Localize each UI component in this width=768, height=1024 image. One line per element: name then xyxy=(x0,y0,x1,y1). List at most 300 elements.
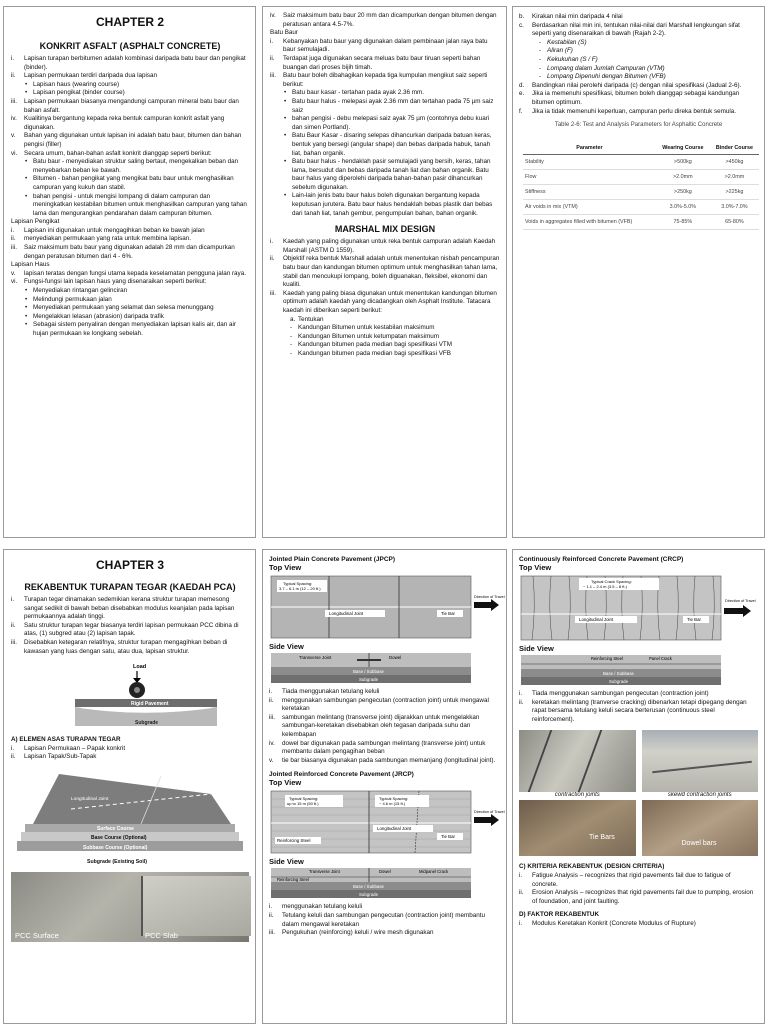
list-text: Kandungan Bitumen untuk ketumpatan maksimum xyxy=(298,332,440,340)
list-marker: • xyxy=(25,312,28,320)
list-text: Batu baur boleh dibahagikan kepada tiga kumpulan mengikut saiz seperti berikut: xyxy=(283,72,488,88)
dowel-label: Dowel xyxy=(389,655,402,660)
list-marker: ii. xyxy=(11,621,16,629)
tie-bars-label: Tie Bars xyxy=(589,834,615,842)
table-cell: 75-85% xyxy=(656,215,710,230)
list-text: menyediakan permukaan yang rata untuk membina lapisan. xyxy=(24,235,191,243)
factors-list xyxy=(519,920,758,929)
list-text: Objektif reka bentuk Marshall adalah untuk menentukan nisbah pencampuran batu baur dan kandungan bitumen optimum untuk menghasilkan tahan lama, stabil dan mencukupi lompang, boleh diguanakan, fleksibel, ekonomi dan kualiti. xyxy=(283,255,500,289)
section-title: KONKRIT ASFALT (ASPHALT CONCRETE) xyxy=(39,41,221,51)
transverse-joint-label: Transverse Joint xyxy=(299,655,332,660)
list-marker: b. xyxy=(519,13,525,20)
joint-photo-captions xyxy=(519,792,758,798)
list-item xyxy=(11,278,249,287)
list-text: Secara umum, bahan-bahan asfalt konkrit dianggap seperti berikut: xyxy=(24,149,212,157)
list-marker: • xyxy=(25,287,28,295)
base-course-label: Base Course (Optional) xyxy=(91,834,147,841)
list-text: Kekukuhan (S / F) xyxy=(547,55,598,63)
list-marker: ii. xyxy=(269,911,274,919)
table-row xyxy=(523,200,759,215)
list-text: Jika ia tidak memenuhi keperluan, campuran perlu direka bentuk semula. xyxy=(532,107,737,115)
list-text: Mengelakkan lelasan (abrasion) daripada trafik xyxy=(33,312,164,320)
list-marker: ii. xyxy=(519,889,524,897)
list-item xyxy=(269,912,500,929)
list-item xyxy=(11,115,249,132)
list-item xyxy=(270,132,500,158)
list-text: Batu baur halus - melepasi ayak 2.36 mm dan tertahan pada 75 µm saiz saiz xyxy=(292,97,494,114)
list-text: Fatigue Analysis – recognizes that rigid pavements fail due to fatigue of concrete. xyxy=(532,871,731,888)
dowel-bars-label: Dowel bars xyxy=(681,840,717,848)
list-marker: • xyxy=(284,115,287,123)
list-item xyxy=(270,192,500,218)
pavement-layers-figure xyxy=(11,764,249,869)
list-marker: iii. xyxy=(11,244,17,252)
jpcp-title: Jointed Plain Concrete Pavement (JPCP) xyxy=(269,556,396,563)
list-marker: i. xyxy=(270,37,274,45)
list-marker: ii. xyxy=(270,54,275,62)
list-item xyxy=(269,714,500,740)
table-cell: >225kg xyxy=(710,185,759,200)
skewed-joints-photo xyxy=(642,730,759,792)
top-view-label: Top View xyxy=(269,778,302,788)
table-cell: >500kg xyxy=(656,155,710,170)
list-item xyxy=(269,757,500,766)
tie-bar-label: Tie Bar xyxy=(441,834,455,840)
table-body xyxy=(523,155,759,230)
list-text: Menyediakan rintangan gelinciran xyxy=(33,287,128,295)
pcc-surface-label: PCC Surface xyxy=(15,930,59,940)
list-marker: ii. xyxy=(11,72,16,80)
list-marker: iii. xyxy=(11,97,17,105)
list-marker: • xyxy=(25,158,28,166)
table-caption: Table 2-6: Test and Analysis Parameters for Asphaltic Concrete xyxy=(554,122,723,129)
table-row xyxy=(523,185,759,200)
list-item xyxy=(11,81,249,90)
list-marker: - xyxy=(539,64,542,72)
list-marker: • xyxy=(284,132,287,140)
subsection-heading: D) FAKTOR REKABENTUK xyxy=(519,911,599,919)
list-marker: iv. xyxy=(270,12,276,19)
list-marker: d. xyxy=(519,81,525,89)
chapter3-rigid-panel xyxy=(3,549,256,1024)
pcc-slab-label: PCC Slab xyxy=(145,930,178,940)
list-item xyxy=(270,115,500,132)
list-marker: ii. xyxy=(270,255,275,263)
list-text: Tentukan xyxy=(298,315,324,323)
list-item xyxy=(519,13,758,22)
table-cell: Flow xyxy=(523,170,656,185)
list-item xyxy=(11,304,249,313)
list-item xyxy=(519,108,758,117)
spacing-label: Typical Crack Spacing: xyxy=(591,579,632,584)
table-header-row xyxy=(523,142,759,155)
list-marker: iii. xyxy=(269,713,275,721)
list-text: bahan pengisi - debu melepasi saiz ayak 75 µm (contohnya debu kuari dan simen Portland). xyxy=(292,115,490,131)
table-cell: Stability xyxy=(523,155,656,170)
dowel-label: Dowel xyxy=(379,869,391,875)
list-item xyxy=(11,596,249,622)
longitudinal-joint-label: Longitudinal Joint xyxy=(329,611,364,616)
direction-label: Direction of Travel xyxy=(474,810,505,815)
marshall-continued-panel xyxy=(512,6,765,538)
list-item xyxy=(270,350,500,359)
list-text: Batu baur kasar - tertahan pada ayak 2.36 mm. xyxy=(292,89,424,97)
list-marker: iii. xyxy=(269,929,275,937)
list-text: Saiz maksimum batu baur 20 mm dan dicampurkan dengan bitumen dengan peratusan antara 4.5-7%. xyxy=(283,12,497,28)
side-view-label: Side View xyxy=(519,644,554,653)
list-item xyxy=(11,745,249,754)
list-text: tie bar biasanya digunakan pada sambungan memanjang (longitudinal joint). xyxy=(282,756,496,764)
panel-crack-label: Panel Crack xyxy=(649,656,672,661)
list-marker: i. xyxy=(519,919,523,927)
section-title: MARSHAL MIX DESIGN xyxy=(334,224,436,235)
list-marker: - xyxy=(290,349,293,357)
longitudinal-joint-label: Longitudinal Joint xyxy=(579,617,614,622)
list-marker: • xyxy=(25,192,28,200)
list-item xyxy=(11,98,249,115)
list-text: Bahan yang digunakan untuk lapisan ini adalah batu baur, bitumen dan bahan pengisi (filler) xyxy=(24,132,242,148)
list-marker: c. xyxy=(519,21,524,29)
list-marker: • xyxy=(284,158,287,166)
subgrade-label: Subgrade xyxy=(609,679,629,684)
subheading: Lapisan Haus xyxy=(11,261,50,269)
table-cell: Voids in aggregates filled with bitumen (VFB) xyxy=(523,215,656,230)
list-text: keretakan melintang (tranverse cracking) dibenarkan tetapi dipegang dengan rapat bersama tetulang keluli secara berterusan (continuous steel reinforcement). xyxy=(532,698,747,723)
aggregate-marshall-panel xyxy=(262,6,507,538)
list-text: Modulus Keretakan Konkrit (Concrete Modulus of Rupture) xyxy=(532,919,696,927)
list-item xyxy=(269,929,500,938)
list-text: Kandungan bitumen pada median bagi spesifikasi VFB xyxy=(298,349,451,357)
list-text: Lapisan permukaan terdiri daripada dua lapisan xyxy=(24,72,158,80)
list-marker: - xyxy=(290,332,293,340)
table-cell: Air voids in mix (VTM) xyxy=(523,200,656,215)
tie-bar-label: Tie Bar xyxy=(441,611,455,616)
subsection-heading: C) KRITERIA REKABENTUK (DESIGN CRITERIA) xyxy=(519,863,665,871)
list-item xyxy=(519,889,758,906)
crcp-list xyxy=(519,690,758,724)
transverse-joint-label: Transverse Joint xyxy=(309,869,340,875)
list-text: Kaedah yang paling digunakan untuk reka bentuk campuran adalah Kaedah Marshall (ASTM D 1559). xyxy=(283,238,496,254)
jpcp-list xyxy=(269,688,500,765)
list-marker: e. xyxy=(519,90,525,98)
direction-arrow-icon xyxy=(474,814,499,826)
list-marker: f. xyxy=(519,107,523,115)
list-item xyxy=(519,872,758,889)
transverse-joint-label: Transverse Joint xyxy=(181,776,217,782)
list-text: Sebagai sistem penyaliran dengan menyediakan lapisan kalis air, dan air hujan permukaan ke longkang sebelah. xyxy=(33,321,237,337)
list-marker: • xyxy=(25,175,28,183)
list-item xyxy=(11,296,249,305)
bar-photos-row xyxy=(519,800,758,856)
contraction-joints-photo xyxy=(519,730,636,792)
chapter-heading: CHAPTER 2 xyxy=(95,15,164,29)
subheading: Lapisan Pengikat xyxy=(11,218,60,226)
midpanel-crack-label: Midpanel Crack xyxy=(419,869,449,875)
list-marker: ii. xyxy=(11,753,16,761)
list-text: Melindungi permukaan jalan xyxy=(33,295,112,303)
list-item xyxy=(11,55,249,72)
list-item xyxy=(11,235,249,244)
list-text: Pengukuhan (reinforcing) keluli / wire mesh digunakan xyxy=(282,929,434,937)
list-text: menggunakan sambungan pengecutan (contraction joint) untuk mengawal keretakan xyxy=(282,696,489,713)
criteria-list xyxy=(519,872,758,906)
jpcp-jrcp-panel xyxy=(262,549,507,1024)
table-row xyxy=(523,170,759,185)
list-text: Batu baur halus - hendaklah pasir semulajadi yang bersih, keras, tahan lama, bersudut dan bebas daripada tanah liat dan bahan organik. Batu baur halus yang diperolehi daripada bahan-bahan pasir dihancurkan sebelum digunakan. xyxy=(292,158,491,191)
table-cell: >450kg xyxy=(710,155,759,170)
tie-bar-label: Tie Bar xyxy=(687,617,701,622)
crcp-design-panel xyxy=(512,549,765,1024)
list-text: Batu Baur Kasar - disaring selepas dihancurkan daripada batuan keras, bentuk yang bersegi (angular shape) dan bebas daripada habuk, tanah liat, bahan organik. xyxy=(292,132,492,157)
side-view-label: Side View xyxy=(269,642,304,651)
list-item xyxy=(270,55,500,72)
list-text: Lapisan Tapak/Sub-Tapak xyxy=(24,753,97,761)
crcp-title: Continuously Reinforced Concrete Pavement (CRCP) xyxy=(519,556,684,563)
list-item xyxy=(519,39,758,48)
list-text: Kestabilan (S) xyxy=(547,38,587,46)
marshall-list xyxy=(270,238,500,358)
spacing-value: ~ 1.1 – 2.4 m (3.5 – 8 ft.) xyxy=(583,584,627,589)
list-text: Tetulang keluli dan sambungan pengecutan (contraction joint) membantu dalam mengawal keretakan xyxy=(282,911,486,928)
list-text: Saiz maksimum batu baur yang digunakan adalah 28 mm dan dicampurkan dengan peratusan bitumen dari 4 - 6%. xyxy=(24,244,235,260)
list-marker: i. xyxy=(11,744,15,752)
list-text: menggunakan tetulang keluli xyxy=(282,903,363,911)
table-cell: >2.0mm xyxy=(710,170,759,185)
list-text: Berdasarkan nilai min ini, tentukan nilai-nilai dari Marshall lengkungan sifat seperti yang disenaraikan di bawah (Rajah 2-2). xyxy=(532,21,740,38)
list-text: Erosion Analysis – recognizes that rigid pavements fail due to pumping, erosion of foundation, and joint faulting. xyxy=(532,889,754,905)
direction-label: Direction of Travel xyxy=(725,599,756,603)
table-cell: >250kg xyxy=(656,185,710,200)
list-text: Menyediakan permukaan yang selamat dan selesa menunggang xyxy=(33,304,214,312)
list-marker: • xyxy=(25,80,28,88)
list-item xyxy=(269,903,500,912)
section-title: REKABENTUK TURAPAN TEGAR (KAEDAH PCA) xyxy=(24,582,236,592)
list-marker: v. xyxy=(11,132,16,140)
column-header: Wearing Course xyxy=(656,142,710,155)
list-marker: - xyxy=(539,73,542,81)
list-marker: • xyxy=(284,97,287,105)
list-marker: - xyxy=(539,47,542,55)
list-item xyxy=(270,341,500,350)
list-item xyxy=(270,12,500,29)
list-item xyxy=(519,699,758,725)
list-item xyxy=(11,89,249,98)
rigid-pavement-load-figure xyxy=(71,660,221,730)
reinforcing-steel-label: Reinforcing Steel xyxy=(277,877,309,883)
base-label: Base / Subbase xyxy=(603,671,635,676)
list-marker: - xyxy=(539,38,542,46)
list-marker: • xyxy=(25,295,28,303)
table-cell: 65-80% xyxy=(710,215,759,230)
reinforcing-steel-label: Reinforcing Steel xyxy=(591,656,623,661)
list-item xyxy=(269,688,500,697)
table-cell: >2.0mm xyxy=(656,170,710,185)
list-marker: • xyxy=(284,89,287,97)
list-text: Jika ia memenuhi spesifikasi, bitumen boleh dianggap sebagai kandungan bitumen optimum. xyxy=(532,90,740,106)
list-text: Lapisan ini digunakan untuk mengagihkan beban ke bawah jalan xyxy=(24,226,205,234)
list-marker: i. xyxy=(269,688,273,695)
list-marker: • xyxy=(25,321,28,329)
elements-list xyxy=(11,745,249,762)
list-marker: ii. xyxy=(269,696,274,704)
list-marker: iv. xyxy=(11,115,17,123)
direction-arrow-icon xyxy=(724,605,751,617)
column-header: Parameter xyxy=(523,142,656,155)
table-row xyxy=(523,215,759,230)
chapter2-asphalt-panel xyxy=(3,6,256,538)
table-cell: Stiffness xyxy=(523,185,656,200)
list-item xyxy=(519,56,758,65)
reinforcing-steel-label: Reinforcing Steel xyxy=(277,838,311,844)
list-marker: v. xyxy=(269,756,274,764)
parameters-table xyxy=(523,142,759,230)
list-text: Batu baur - menyediakan struktur saling bertaut, mengekalkan beban dan menyebarkan beban ke bawah. xyxy=(33,158,239,174)
list-item xyxy=(269,697,500,714)
list-text: Kualitinya bergantung kepada reka bentuk campuran konkrit asfalt yang digunakan. xyxy=(24,115,225,131)
list-marker: - xyxy=(539,55,542,63)
tie-bars-photo xyxy=(519,800,636,856)
list-marker: i. xyxy=(519,871,523,879)
crcp-top-view xyxy=(519,572,759,644)
chapter-heading: CHAPTER 3 xyxy=(95,558,164,572)
dowel-bar xyxy=(357,659,381,661)
joint-photos-row xyxy=(519,730,758,792)
base-label: Base / Subbase xyxy=(353,884,385,890)
list-marker: iii. xyxy=(270,289,276,297)
list-item xyxy=(519,65,758,74)
list-item xyxy=(270,316,500,325)
jpcp-side-view xyxy=(269,651,501,685)
list-item xyxy=(270,72,500,89)
list-marker: i. xyxy=(269,903,273,911)
list-text: Kebanyakan batu baur yang digunakan dalam pembinaan jalan raya batu baur semulajadi. xyxy=(283,37,488,54)
list-item xyxy=(11,622,249,639)
list-item xyxy=(11,639,249,656)
list-item xyxy=(11,270,249,279)
jrcp-title: Jointed Reinforced Concrete Pavement (JRCP) xyxy=(269,771,414,779)
spacing-label: Typical Spacing: xyxy=(289,796,319,802)
list-text: Turapan tegar dinamakan sedemikian kerana struktur turapan memesong sangat sedikit di bawah beban disebabkan modulus keanjalan pada lapisan permukaannya adalah tinggi. xyxy=(24,596,235,621)
list-item xyxy=(519,90,758,107)
spacing-label: Typical Spacing: xyxy=(379,796,409,802)
list-marker: i. xyxy=(11,55,15,62)
subgrade-label: Subgrade xyxy=(135,720,159,727)
list-text: Lain-lain jenis batu baur halus boleh digunakan bergantung kepada keputusan jurutera. Batu baur halus hendaklah bebas plastik dan bebas dari tanah liat, tanah gembur, pengumpulan bahan, bahan organik. xyxy=(292,192,493,217)
list-marker: iii. xyxy=(11,638,17,646)
list-marker: v. xyxy=(11,269,16,277)
jpcp-top-view xyxy=(269,572,505,642)
subbase-course-label: Subbase Course (Optional) xyxy=(83,844,148,851)
list-item xyxy=(270,98,500,115)
top-view-label: Top View xyxy=(519,563,552,572)
list-marker: • xyxy=(25,304,28,312)
asphalt-list xyxy=(11,55,249,339)
load-label: Load xyxy=(133,664,147,671)
list-marker: i. xyxy=(270,238,274,246)
list-item xyxy=(11,150,249,159)
list-text: Tiada menggunakan tetulang keluli xyxy=(282,688,380,695)
list-item xyxy=(11,175,249,192)
list-item xyxy=(270,255,500,289)
list-marker: ii. xyxy=(11,235,16,243)
rigid-label: Rigid Pavement xyxy=(131,701,169,708)
surface-course-label: Surface Course xyxy=(97,825,134,832)
photo-caption: contraction joints xyxy=(554,792,600,799)
list-marker: i. xyxy=(11,596,15,603)
list-text: Lapisan Permukaan – Papak konkrit xyxy=(24,744,126,752)
subsection-heading: A) ELEMEN ASAS TURAPAN TEGAR xyxy=(11,736,121,744)
list-text: bahan pengisi - untuk mengisi lompang di dalam campuran dan meningkatkan kestabilan bitumen untuk menghasilkan campuran yang tahan lama dan mengurangkan pendarahan dalam campuran bitumen. xyxy=(33,192,247,217)
spacing-label: Typical Spacing: xyxy=(283,581,313,586)
list-item xyxy=(519,920,758,929)
table-cell: 3.0%-5.0% xyxy=(656,200,710,215)
list-item xyxy=(269,740,500,757)
list-item xyxy=(11,753,249,762)
list-item xyxy=(11,321,249,338)
longitudinal-joint-label: Longitudinal Joint xyxy=(71,796,109,802)
longitudinal-joint-label: Longitudinal Joint xyxy=(377,826,412,832)
list-item xyxy=(11,244,249,261)
crcp-side-view xyxy=(519,653,759,687)
aggregate-list xyxy=(270,12,500,218)
list-marker: • xyxy=(25,89,28,97)
list-item xyxy=(11,72,249,81)
list-item xyxy=(519,82,758,91)
list-text: Aliran (F) xyxy=(547,47,573,55)
list-marker: iv. xyxy=(269,739,275,747)
list-text: Bandingkan nilai perolehi daripada (c) dengan nilai spesifikasi (Jadual 2-6). xyxy=(532,81,742,89)
list-item xyxy=(270,38,500,55)
list-text: Lapisan permukaan biasanya mengandungi campuran mineral batu baur dan bahan asfalt. xyxy=(24,97,239,114)
list-marker: - xyxy=(290,341,293,349)
base-label: Base / Subbase xyxy=(353,669,385,674)
list-item xyxy=(270,238,500,255)
list-item xyxy=(270,324,500,333)
pcc-photo xyxy=(11,872,249,942)
spacing-value: up to 15 m (50 ft.) xyxy=(287,801,319,807)
subheading: Batu Baur xyxy=(270,29,299,37)
list-marker: a. xyxy=(290,315,296,323)
column-header: Binder Course xyxy=(710,142,759,155)
list-text: Kandungan bitumen pada median bagi spesifikasi VTM xyxy=(298,341,453,349)
top-view-label: Top View xyxy=(269,563,302,572)
list-text: Kandungan Bitumen untuk kestabilan maksimum xyxy=(298,324,435,332)
list-text: Bitumen - bahan pengikat yang mengikat batu baur untuk menghasilkan campuran yang kukuh dan stabil. xyxy=(33,175,234,191)
subgrade-label: Subgrade xyxy=(359,892,379,898)
subgrade-label: Subgrade xyxy=(359,677,379,682)
list-marker: - xyxy=(290,324,293,332)
list-item xyxy=(519,47,758,56)
direction-label: Direction of Travel xyxy=(474,595,505,599)
list-text: Lapisan turapan berbitumen adalah kombinasi daripada batu baur dan pengikat (binder). xyxy=(24,55,246,71)
subgrade-label: Subgrade (Existing Soil) xyxy=(87,858,147,865)
list-item xyxy=(11,132,249,149)
list-text: sambungan melintang (transverse joint) dijarakkan untuk mengelakkan sambungan-keretakan disebabkan oleh tegasan daripada suhu dan kelembapan xyxy=(282,713,480,738)
list-item xyxy=(519,690,758,699)
side-view-label: Side View xyxy=(269,857,304,867)
list-text: Lompang Dipenuhi dengan Bitumen (VFB) xyxy=(547,73,666,81)
table-row xyxy=(523,155,759,170)
list-marker: • xyxy=(284,192,287,200)
list-text: Fungsi-fungsi lain lapisan haus yang disenaraikan seperti berikut: xyxy=(24,278,207,286)
direction-arrow-icon xyxy=(474,599,499,611)
list-text: Tiada menggunakan sambungan pengecutan (contraction joint) xyxy=(532,690,709,697)
list-text: Lompang dalam Jumlah Campuran (VTM) xyxy=(547,64,665,72)
list-item xyxy=(519,22,758,39)
list-item xyxy=(270,333,500,342)
list-item xyxy=(270,290,500,316)
jrcp-side-view xyxy=(269,866,501,900)
